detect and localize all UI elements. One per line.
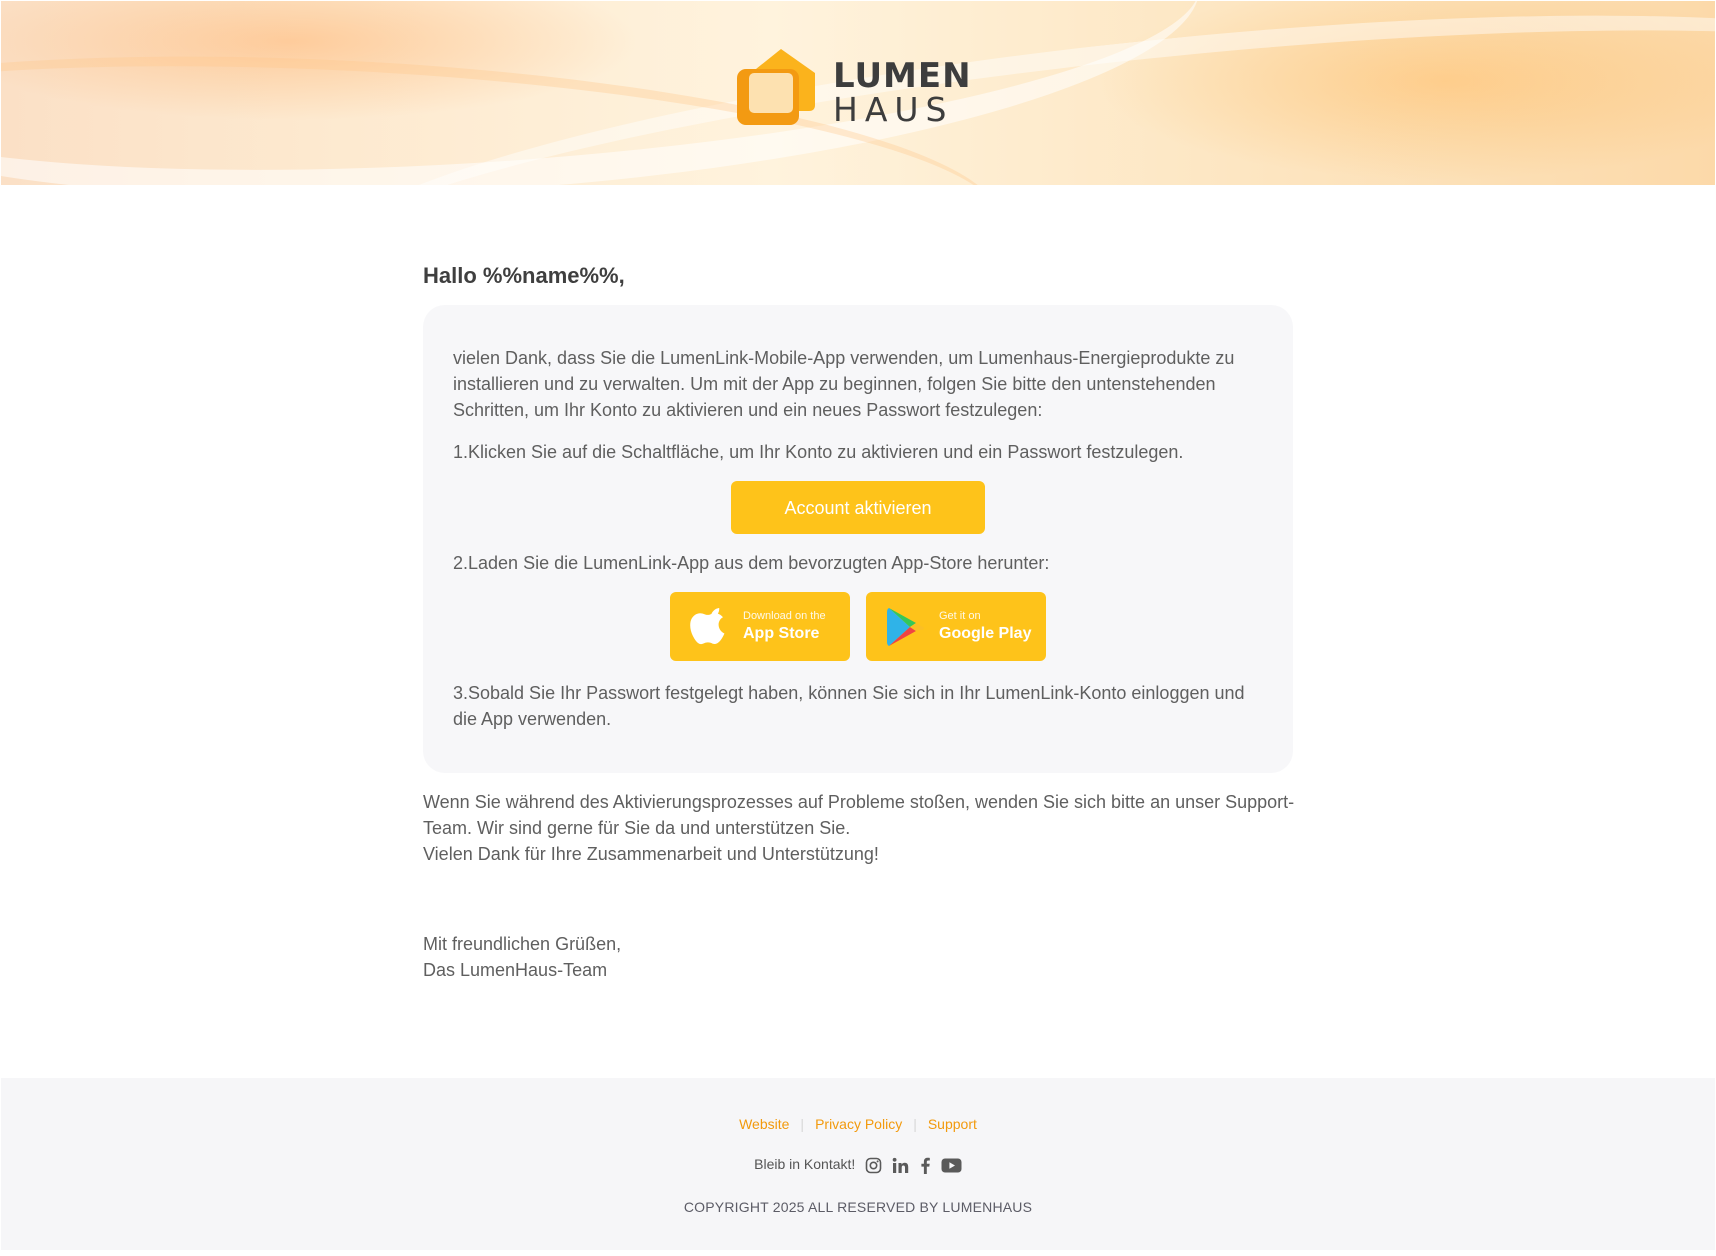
social-label: Bleib in Kontakt!: [754, 1156, 856, 1172]
closing-line: Mit freundlichen Grüßen,: [423, 934, 622, 954]
footer-link-support[interactable]: Support: [927, 1116, 977, 1132]
footer-links: [1, 1116, 1715, 1132]
link-separator: |: [913, 1116, 917, 1132]
instructions-card: [423, 305, 1293, 773]
footer: [1, 1078, 1715, 1250]
linkedin-icon[interactable]: [892, 1157, 909, 1174]
lumenhaus-logo[interactable]: [737, 47, 989, 129]
google-play-label: Google Play: [939, 625, 1032, 642]
activate-account-button[interactable]: Account aktivieren: [731, 481, 985, 534]
logo-house-icon: [737, 47, 819, 125]
app-store-label: App Store: [743, 625, 820, 642]
google-play-icon: [886, 606, 926, 648]
step-1-text: 1.Klicken Sie auf die Schaltfläche, um Ihr Konto zu aktivieren und ein Passwort festzulegen.: [453, 442, 1184, 462]
header-banner: [1, 1, 1715, 185]
youtube-icon[interactable]: [941, 1158, 962, 1173]
signature-block: [423, 931, 621, 983]
step-3-text: 3.Sobald Sie Ihr Passwort festgelegt haben, können Sie sich in Ihr LumenLink-Konto einloggen und die App verwenden.: [453, 683, 1245, 729]
instagram-icon[interactable]: [865, 1157, 882, 1174]
google-play-small-text: Get it on: [939, 610, 981, 622]
app-store-button[interactable]: [670, 592, 850, 661]
footer-link-privacy-policy[interactable]: Privacy Policy: [815, 1116, 903, 1132]
signature-line: Das LumenHaus-Team: [423, 960, 608, 980]
support-text: [423, 789, 1323, 867]
logo-text-line1: LUMEN: [833, 56, 972, 96]
google-play-button[interactable]: [866, 592, 1046, 661]
facebook-icon[interactable]: [919, 1157, 931, 1174]
step-2-text: 2.Laden Sie die LumenLink-App aus dem bevorzugten App-Store herunter:: [453, 553, 1050, 573]
intro-text: vielen Dank, dass Sie die LumenLink-Mobile-App verwenden, um Lumenhaus-Energieprodukte zu installieren und zu verwalten. Um mit der App zu beginnen, folgen Sie bitte den untenstehenden Schritten, um Ihr Konto zu aktivieren und ein neues Passwort festzulegen:: [453, 348, 1235, 420]
greeting: Hallo %%name%%,: [423, 263, 625, 288]
copyright-text: COPYRIGHT 2025 ALL RESERVED BY LUMENHAUS: [683, 1199, 1033, 1215]
link-separator: |: [800, 1116, 805, 1132]
social-row: [1, 1156, 1715, 1174]
apple-icon: [690, 606, 730, 648]
app-store-small-text: Download on the: [743, 610, 826, 622]
thanks-line: Vielen Dank für Ihre Zusammenarbeit und Unterstützung!: [423, 844, 879, 864]
support-paragraph: Wenn Sie während des Aktivierungsprozesses auf Probleme stoßen, wenden Sie sich bitte an unser Support-Team. Wir sind gerne für Sie da und unterstützen Sie.: [423, 792, 1295, 838]
logo-text-line2: HAUS: [833, 90, 954, 129]
footer-link-website[interactable]: Website: [739, 1116, 790, 1132]
